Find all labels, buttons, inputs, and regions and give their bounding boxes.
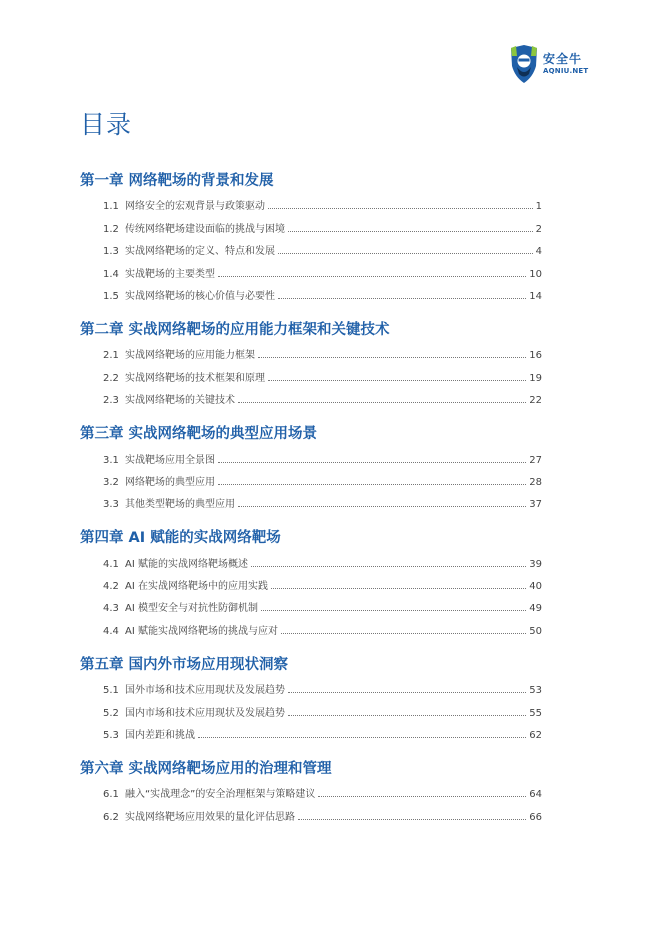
- dot-leader: [318, 796, 526, 797]
- toc-entry-title: 网络靶场的典型应用: [125, 476, 215, 488]
- toc-entry-label: [103, 622, 278, 640]
- toc-entry-number: 5.1: [103, 685, 119, 697]
- toc-entry-label: [103, 495, 235, 513]
- toc-entry[interactable]: [80, 677, 542, 699]
- toc-entry-number: 1.2: [103, 223, 119, 235]
- toc-entry-title: 网络安全的宏观背景与政策驱动: [125, 201, 265, 213]
- toc-entry-number: 3.1: [103, 454, 119, 466]
- toc-entry-label: [103, 265, 215, 283]
- toc-entry[interactable]: [80, 215, 542, 237]
- toc-chapter: [80, 423, 542, 513]
- toc-entry[interactable]: [80, 193, 542, 215]
- dot-leader: [288, 692, 526, 693]
- toc-entry-title: 国外市场和技术应用现状及发展趋势: [125, 685, 285, 697]
- toc-entry[interactable]: [80, 260, 542, 282]
- toc-entry-title: 实战网络靶场的定义、特点和发展: [125, 246, 275, 258]
- toc-page-number: 1: [535, 201, 542, 213]
- toc-entry-label: [103, 220, 285, 238]
- toc-entry-number: 3.2: [103, 476, 119, 488]
- chapter-title[interactable]: 第一章 网络靶场的背景和发展: [80, 173, 274, 189]
- toc-page-number: 50: [529, 625, 542, 637]
- dot-leader: [271, 588, 526, 589]
- logo-domain: AQNIU.NET: [543, 67, 589, 75]
- toc-entry-number: 4.4: [103, 625, 119, 637]
- toc-entry[interactable]: [80, 387, 542, 409]
- dot-leader: [288, 715, 526, 716]
- dot-leader: [218, 462, 526, 463]
- dot-leader: [261, 610, 526, 611]
- toc-entry-label: [103, 704, 285, 722]
- toc-entry-label: [103, 726, 195, 744]
- toc-chapter: [80, 319, 542, 409]
- dot-leader: [218, 484, 526, 485]
- toc-entry-number: 5.2: [103, 707, 119, 719]
- toc-chapter: [80, 654, 542, 744]
- toc-entry-label: [103, 555, 248, 573]
- toc-entry[interactable]: [80, 595, 542, 617]
- toc-entry-title: 国内差距和挑战: [125, 730, 195, 742]
- toc-entry-label: [103, 785, 315, 803]
- toc-entry-number: 1.3: [103, 246, 119, 258]
- dot-leader: [238, 506, 526, 507]
- toc-entry-label: [103, 599, 258, 617]
- toc-entry-number: 5.3: [103, 730, 119, 742]
- toc-entry[interactable]: [80, 699, 542, 721]
- toc-entry-title: AI 赋能实战网络靶场的挑战与应对: [125, 625, 278, 637]
- toc-page-number: 4: [535, 246, 542, 258]
- toc-page-number: 28: [529, 476, 542, 488]
- toc-entry-title: 实战靶场的主要类型: [125, 268, 215, 280]
- toc-entry[interactable]: [80, 342, 542, 364]
- toc-entry[interactable]: [80, 550, 542, 572]
- dot-leader: [258, 357, 526, 358]
- toc-entry-title: 实战网络靶场的技术框架和原理: [125, 372, 265, 384]
- toc-entry-label: [103, 577, 268, 595]
- toc-entry-number: 4.2: [103, 581, 119, 593]
- toc-entry-title: 实战靶场应用全景图: [125, 454, 215, 466]
- toc-entry-number: 2.3: [103, 395, 119, 407]
- dot-leader: [218, 276, 526, 277]
- dot-leader: [251, 566, 526, 567]
- toc-entry-title: AI 赋能的实战网络靶场概述: [125, 558, 248, 570]
- page-title: 目录: [80, 110, 133, 139]
- chapter-title[interactable]: 第四章 AI 赋能的实战网络靶场: [80, 530, 281, 547]
- toc-entry-title: 传统网络靶场建设面临的挑战与困境: [125, 223, 285, 235]
- toc-entry-label: [103, 473, 215, 491]
- toc-chapter: [80, 170, 542, 305]
- toc-entry-title: AI 在实战网络靶场中的应用实践: [125, 581, 268, 593]
- toc-entry-label: [103, 451, 215, 469]
- toc-entry-title: 实战网络靶场的应用能力框架: [125, 350, 255, 362]
- chapter-title[interactable]: 第二章 实战网络靶场的应用能力框架和关键技术: [80, 321, 390, 338]
- dot-leader: [278, 253, 533, 254]
- dot-leader: [288, 231, 533, 232]
- toc-entry[interactable]: [80, 722, 542, 744]
- toc-entry[interactable]: [80, 803, 542, 825]
- toc-page-number: 40: [529, 581, 542, 593]
- toc-page-number: 66: [529, 811, 542, 823]
- toc-entry-title: AI 模型安全与对抗性防御机制: [125, 603, 258, 615]
- dot-leader: [268, 380, 526, 381]
- chapter-title[interactable]: 第五章 国内外市场应用现状洞察: [80, 656, 289, 673]
- toc-entry-label: [103, 369, 265, 387]
- toc-entry-number: 2.2: [103, 372, 119, 384]
- toc-page-number: 64: [529, 789, 542, 801]
- toc-entry-title: 其他类型靶场的典型应用: [125, 499, 235, 511]
- toc-entry-label: [103, 197, 265, 215]
- toc-page-number: 19: [529, 372, 542, 384]
- toc-page-number: 37: [529, 499, 542, 511]
- toc-entry-number: 6.2: [103, 811, 119, 823]
- dot-leader: [198, 737, 526, 738]
- toc-page-number: 22: [529, 395, 542, 407]
- table-of-contents: [80, 170, 542, 840]
- toc-page-number: 10: [529, 268, 542, 280]
- dot-leader: [278, 298, 526, 299]
- toc-entry-number: 1.5: [103, 290, 119, 302]
- dot-leader: [268, 208, 533, 209]
- dot-leader: [238, 402, 526, 403]
- toc-chapter: [80, 758, 542, 826]
- toc-entry-title: 实战网络靶场的核心价值与必要性: [125, 290, 275, 302]
- toc-page-number: 16: [529, 350, 542, 362]
- toc-entry-number: 1.1: [103, 201, 119, 213]
- toc-entry-label: [103, 391, 235, 409]
- toc-entry-title: 国内市场和技术应用现状及发展趋势: [125, 707, 285, 719]
- toc-page-number: 2: [535, 223, 542, 235]
- toc-entry-label: [103, 346, 255, 364]
- toc-entry-number: 3.3: [103, 499, 119, 511]
- toc-entry[interactable]: [80, 446, 542, 468]
- toc-entry[interactable]: [80, 781, 542, 803]
- toc-entry-number: 6.1: [103, 789, 119, 801]
- toc-page-number: 27: [529, 454, 542, 466]
- toc-page-number: 53: [529, 685, 542, 697]
- toc-page-number: 14: [529, 290, 542, 302]
- toc-entry-label: [103, 242, 275, 260]
- toc-entry[interactable]: [80, 364, 542, 386]
- toc-entry-number: 4.3: [103, 603, 119, 615]
- toc-entry[interactable]: [80, 283, 542, 305]
- toc-entry[interactable]: [80, 491, 542, 513]
- toc-entry-number: 2.1: [103, 350, 119, 362]
- toc-page-number: 49: [529, 603, 542, 615]
- toc-entry-label: [103, 287, 275, 305]
- toc-entry-title: 实战网络靶场应用效果的量化评估思路: [125, 811, 295, 823]
- toc-entry-number: 4.1: [103, 558, 119, 570]
- chapter-title[interactable]: 第六章 实战网络靶场应用的治理和管理: [80, 761, 332, 778]
- toc-page-number: 39: [529, 558, 542, 570]
- dot-leader: [281, 633, 526, 634]
- dot-leader: [298, 819, 526, 820]
- toc-entry[interactable]: [80, 469, 542, 491]
- brand-logo: [509, 44, 619, 84]
- toc-entry[interactable]: [80, 617, 542, 639]
- toc-page-number: 62: [529, 730, 542, 742]
- toc-entry-label: [103, 681, 285, 699]
- chapter-title[interactable]: 第三章 实战网络靶场的典型应用场景: [80, 426, 318, 443]
- toc-entry-label: [103, 808, 295, 826]
- toc-entry-title: 融入“实战理念”的安全治理框架与策略建议: [125, 789, 316, 801]
- toc-entry-title: 实战网络靶场的关键技术: [125, 395, 235, 407]
- toc-page-number: 55: [529, 707, 542, 719]
- toc-entry[interactable]: [80, 238, 542, 260]
- shield-logo-icon: [509, 44, 539, 84]
- logo-chinese-name: 安全牛: [543, 52, 583, 66]
- toc-entry[interactable]: [80, 573, 542, 595]
- toc-chapter: [80, 527, 542, 640]
- toc-entry-number: 1.4: [103, 268, 119, 280]
